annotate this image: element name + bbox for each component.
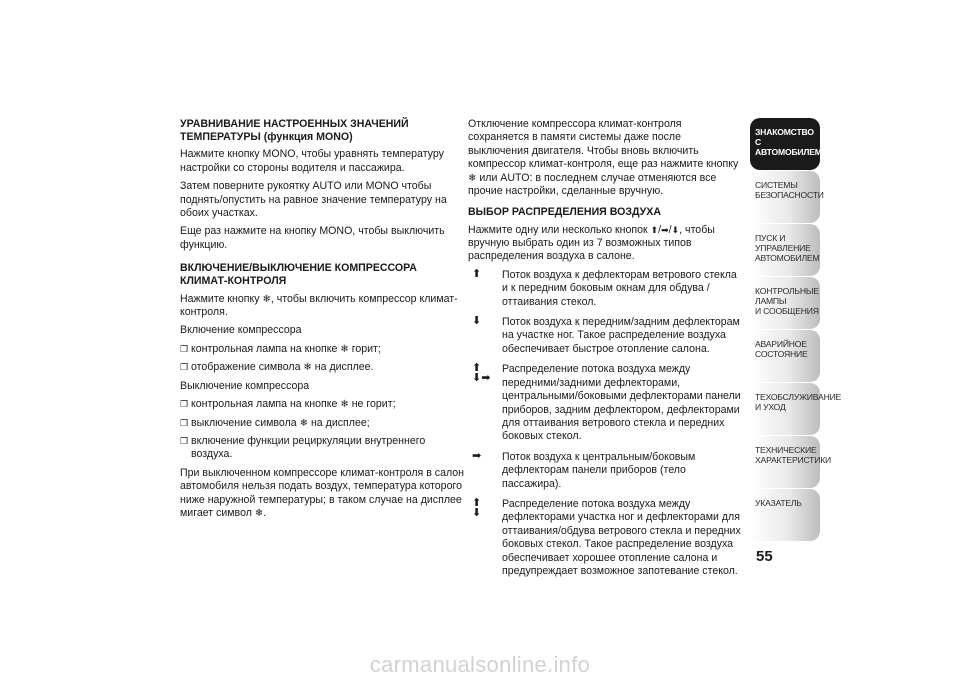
- mode-item: ⬆ ⬇ Распределение потока воздуха между дефлекторами участка ног и дефлекторами для оттаивания/обдува ветрового стекла и передних боковых стекол. Такое распределение воздуха обеспечивает хорошее отопление салона и предупреждает возможное запотевание стекол.: [472, 496, 741, 577]
- tab-safety[interactable]: СИСТЕМЫ БЕЗОПАСНОСТИ: [750, 171, 820, 224]
- list-item: ❒ выключение символа ❄ на дисплее;: [180, 416, 370, 429]
- mode-item: ⬆ Поток воздуха к дефлекторам ветрового стекла и к передним боковым окнам для обдува / оттаивания стекол.: [472, 267, 737, 308]
- left-column: [180, 118, 466, 525]
- snowflake-icon: ❄: [299, 417, 308, 429]
- paragraph: Выключение компрессора: [180, 379, 310, 392]
- bullet-box-icon: ❒: [180, 435, 189, 446]
- tab-emergency[interactable]: АВАРИЙНОЕ СОСТОЯНИЕ: [750, 330, 820, 383]
- snowflake-icon: ❄: [262, 293, 271, 305]
- tab-warning-lights[interactable]: КОНТРОЛЬНЫЕ ЛАМПЫ И СООБЩЕНИЯ: [750, 277, 820, 330]
- tab-technical-specs[interactable]: ТЕХНИЧЕСКИЕ ХАРАКТЕРИСТИКИ: [750, 436, 820, 489]
- snowflake-icon: ❄: [468, 172, 477, 184]
- arrow-up-down-icon: ⬆ ⬇: [472, 496, 482, 519]
- snowflake-icon: ❄: [340, 399, 349, 411]
- paragraph: Нажмите одну или несколько кнопок ⬆/➡/⬇, чтобы вручную выбрать один из 7 возможных типов распределения воздуха в салоне.: [468, 223, 715, 263]
- heading-compressor: ВКЛЮЧЕНИЕ/ВЫКЛЮЧЕНИЕ КОМПРЕССОРА КЛИМАТ-КОНТРОЛЯ: [180, 262, 417, 288]
- list-item: ❒ включение функции рециркуляции внутреннего воздуха.: [180, 434, 426, 461]
- arrow-right-icon: ➡: [661, 224, 669, 235]
- tab-starting-driving[interactable]: ПУСК И УПРАВЛЕНИЕ АВТОМОБИЛЕМ: [750, 224, 820, 277]
- snowflake-icon: ❄: [254, 507, 264, 519]
- heading-air-distribution: ВЫБОР РАСПРЕДЕЛЕНИЯ ВОЗДУХА: [468, 206, 661, 219]
- paragraph: Отключение компрессора климат-контроля сохраняется в памяти системы даже после выключения двигателя. Чтобы вновь включить компрессор климат-контроля, еще раз нажмите кнопку ❄ или AUTO: в последнем случае отменяются все прочие настройки, сделанные вручную.: [468, 118, 739, 198]
- arrow-down-icon: ⬇: [671, 224, 680, 235]
- bullet-box-icon: ❒: [180, 417, 189, 428]
- arrow-up-icon: ⬆: [472, 267, 482, 280]
- tab-introduction[interactable]: ЗНАКОМСТВО С АВТОМОБИЛЕМ: [750, 118, 820, 171]
- arrow-right-icon: ➡: [472, 449, 482, 462]
- mode-item: ⬇ Поток воздуха к передним/задним дефлекторам на участке ног. Такое распределение воздуха обеспечивает быстрое отопление салона.: [472, 315, 740, 355]
- right-column: [468, 118, 744, 585]
- bullet-box-icon: ❒: [180, 399, 189, 410]
- chapter-tabs: [750, 118, 842, 542]
- list-item: ❒ отображение символа ❄ на дисплее.: [180, 361, 374, 374]
- paragraph: Нажмите кнопку MONO, чтобы уравнять температуру настройки со стороны водителя и пассажира.: [180, 148, 444, 174]
- mode-item: ➡ Поток воздуха к центральным/боковым дефлекторам панели приборов (тело пассажира).: [472, 449, 696, 490]
- arrow-combo-icon: ⬆ ⬇➡: [472, 362, 491, 385]
- paragraph: Включение компрессора: [180, 324, 302, 337]
- paragraph: Затем поверните рукоятку AUTO или MONO чтобы поднять/опустить на равное значение температуру на обоих участках.: [180, 180, 447, 220]
- paragraph: При выключенном компрессоре климат-контроля в салон автомобиля нельзя подать воздух, температура которого ниже наружной температуры; в таком случае на дисплее мигает символ ❄.: [180, 466, 465, 519]
- bullet-box-icon: ❒: [180, 362, 189, 373]
- arrow-up-icon: ⬆: [650, 224, 659, 235]
- watermark: carmanualsonline.info: [369, 652, 591, 677]
- page-number: 55: [756, 548, 773, 565]
- snowflake-icon: ❄: [340, 343, 349, 355]
- paragraph: Еще раз нажмите на кнопку MONO, чтобы выключить функцию.: [180, 225, 445, 251]
- mode-item: ⬆ ⬇➡ Распределение потока воздуха между передними/задними дефлекторами, центральными/боковыми дефлекторами панели приборов, задним дефлектором, дефлекторами для оттаивания ветрового стекла и передних боковых стекол.: [472, 362, 741, 443]
- tab-index[interactable]: УКАЗАТЕЛЬ: [750, 489, 820, 542]
- list-item: ❒ контрольная лампа на кнопке ❄ горит;: [180, 342, 381, 355]
- paragraph: Нажмите кнопку ❄, чтобы включить компрессор климат-контроля.: [180, 292, 458, 319]
- tab-maintenance[interactable]: ТЕХОБСЛУЖИВАНИЕ И УХОД: [750, 383, 820, 436]
- heading-mono: УРАВНИВАНИЕ НАСТРОЕННЫХ ЗНАЧЕНИЙ ТЕМПЕРАТУРЫ (функция MONO): [180, 118, 409, 144]
- list-item: ❒ контрольная лампа на кнопке ❄ не горит;: [180, 398, 396, 411]
- bullet-box-icon: ❒: [180, 343, 189, 354]
- snowflake-icon: ❄: [303, 362, 312, 374]
- arrow-down-icon: ⬇: [472, 315, 482, 328]
